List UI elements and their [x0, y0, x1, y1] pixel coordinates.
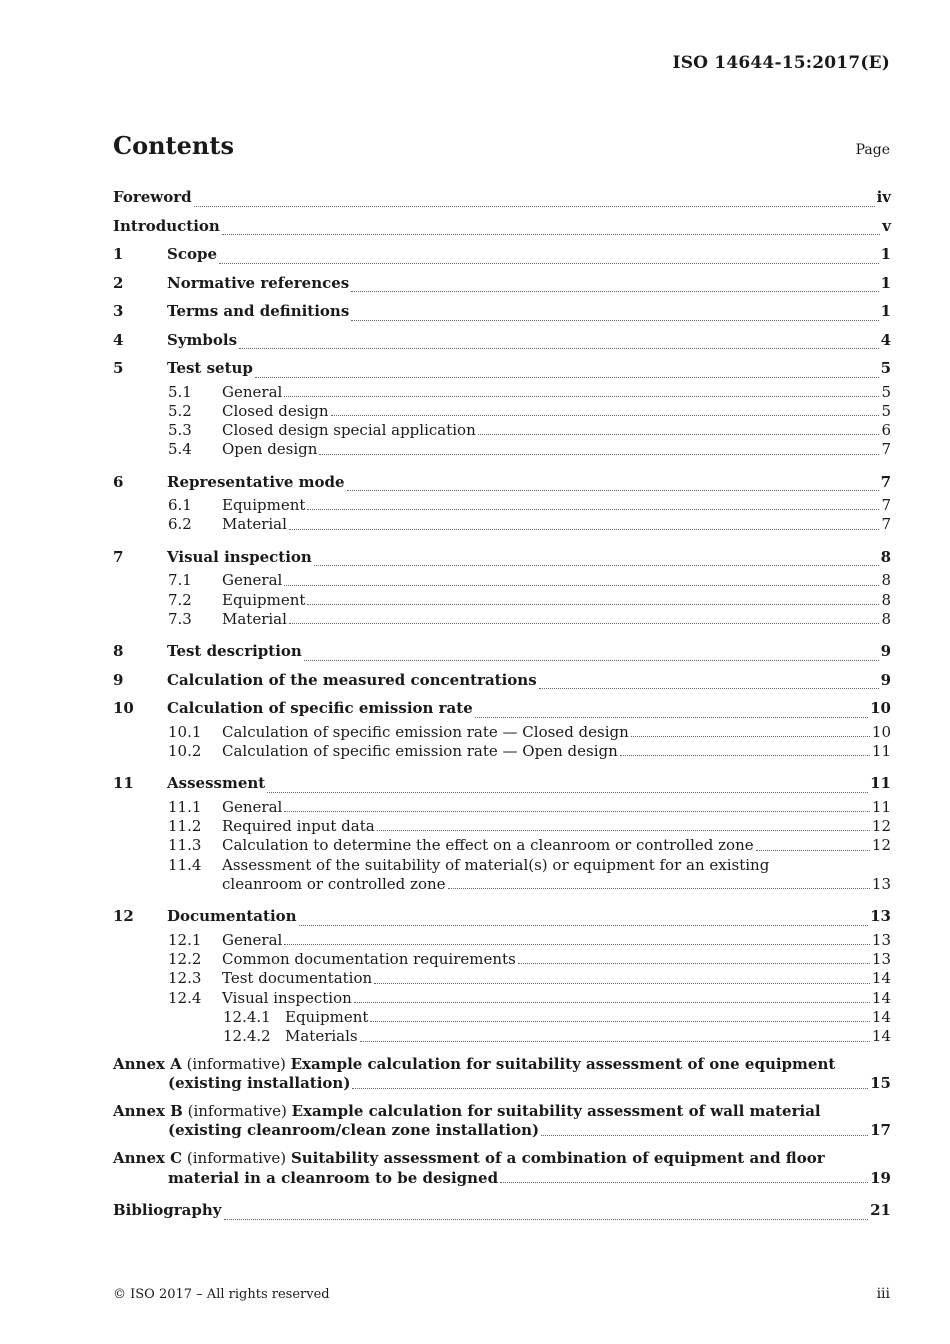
dot-leader — [304, 659, 879, 661]
dot-leader — [756, 849, 870, 851]
toc-entry-page: 15 — [870, 1074, 891, 1093]
toc-entry-page: 13 — [871, 930, 891, 949]
toc-sections — [113, 240, 891, 1047]
document-identifier: ISO 14644-15:2017(E) — [672, 53, 890, 73]
toc-subsection-number: 11.4 — [168, 855, 202, 874]
toc-entry-leader — [222, 836, 891, 855]
dot-leader — [284, 943, 870, 945]
toc-entry-leader — [285, 1027, 891, 1046]
dot-leader — [620, 754, 870, 756]
toc-entry-title: Foreword — [113, 188, 192, 206]
dot-leader — [289, 622, 880, 624]
toc-entry-leader — [167, 354, 891, 383]
toc-entry-title: Calculation of the measured concentrations — [167, 670, 537, 689]
toc-entry-leader — [167, 240, 891, 269]
toc-subsection-number: 5.2 — [168, 401, 192, 420]
toc-entry-leader — [222, 383, 891, 402]
annex-title-line — [113, 1149, 891, 1169]
dot-leader — [239, 347, 879, 349]
toc-entry-leader — [222, 969, 891, 988]
toc-subsection-number: 5.4 — [168, 440, 192, 459]
toc-subsection-number: 12.1 — [168, 930, 202, 949]
toc-subsection-number: 12.2 — [168, 950, 202, 969]
toc-entry-title: Material — [222, 609, 287, 628]
toc-entry-page: 13 — [870, 907, 891, 926]
toc-subsubsection-number: 12.4.2 — [223, 1027, 271, 1046]
toc-entry-page: 7 — [880, 472, 891, 491]
toc-section-number: 4 — [113, 330, 124, 349]
toc-entry-title: Assessment — [167, 774, 266, 793]
toc-entry-introduction[interactable] — [113, 212, 891, 241]
toc-subsection-number: 11.3 — [168, 836, 202, 855]
toc-entry-page: v — [882, 216, 891, 235]
toc-entry-page: 1 — [880, 245, 891, 263]
toc-section-entry[interactable] — [113, 354, 891, 383]
toc-entry-page: 4 — [880, 330, 891, 349]
toc-section-entry[interactable] — [113, 297, 891, 326]
toc-subsection-entry[interactable] — [113, 723, 891, 742]
annex-title-continuation — [113, 1121, 891, 1141]
toc-entry-title: Equipment — [222, 590, 306, 609]
dot-leader — [351, 319, 878, 321]
dot-leader — [500, 1182, 868, 1183]
toc-subsection-number: 7.3 — [168, 609, 192, 628]
toc-entry-leader — [222, 440, 891, 459]
toc-entry-page: 8 — [881, 609, 891, 628]
toc-section-number: 6 — [113, 472, 124, 491]
toc-entry-title: cleanroom or controlled zone — [222, 874, 446, 893]
toc-entry-page: 5 — [881, 382, 891, 401]
toc-entry-title: Calculation of specific emission rate — Open design — [222, 741, 618, 760]
toc-section-entry[interactable] — [113, 902, 891, 931]
toc-section-entry[interactable] — [113, 269, 891, 298]
toc-entry-page: 7 — [881, 515, 891, 534]
toc-subsection-entry[interactable] — [113, 610, 891, 629]
annex-title-line — [113, 1102, 891, 1122]
toc-entry-title: Assessment of the suitability of material(s) or equipment for an existing — [222, 855, 770, 874]
toc-entry-title: Representative mode — [167, 472, 345, 491]
dot-leader — [518, 962, 870, 964]
toc-entry-page: 14 — [871, 1027, 891, 1046]
toc-subsection-number: 12.4 — [168, 988, 202, 1007]
toc-section-number: 5 — [113, 359, 124, 377]
toc-entry-leader — [167, 269, 891, 298]
toc-entry-leader — [222, 798, 891, 817]
toc-entry-page: 14 — [871, 1007, 891, 1026]
dot-leader — [354, 1001, 870, 1003]
toc-entry-page: 8 — [880, 547, 891, 566]
toc-entry-page: 13 — [871, 950, 891, 969]
dot-leader — [360, 1040, 870, 1042]
dot-leader — [475, 716, 868, 718]
toc-entry-page: 13 — [871, 874, 891, 893]
toc-subsection-number: 6.1 — [168, 496, 192, 515]
toc-entry-title: Symbols — [167, 330, 238, 349]
toc-entry-leader — [167, 468, 891, 497]
toc-entry-title: Calculation to determine the effect on a cleanroom or controlled zone — [222, 836, 754, 855]
page-column-label: Page — [855, 142, 890, 158]
toc-entry-page: 19 — [870, 1168, 891, 1187]
toc-section-entry[interactable] — [113, 637, 891, 666]
toc-entry-title: Documentation — [167, 907, 297, 926]
toc-entry-leader — [167, 637, 891, 666]
toc-section-number: 7 — [113, 547, 124, 566]
toc-section-number: 1 — [113, 245, 124, 263]
toc-entry-page: 17 — [870, 1121, 891, 1140]
toc-entry-page: 7 — [881, 496, 891, 515]
toc-entry-leader — [222, 723, 891, 742]
toc-entry-page: 11 — [870, 774, 891, 793]
dot-leader — [267, 791, 868, 793]
toc-subsection-number: 11.1 — [168, 797, 202, 816]
toc-subsection-entry[interactable] — [113, 969, 891, 988]
toc-entry-page: iv — [876, 188, 891, 206]
dot-leader — [319, 453, 879, 455]
annex-label: Annex C — [113, 1148, 183, 1167]
toc-subsection-entry[interactable] — [113, 383, 891, 402]
annex-title: Example calculation for suitability assessment of wall material — [291, 1101, 821, 1120]
toc-entry-title: Open design — [222, 440, 318, 459]
toc-entry-leader — [222, 402, 891, 421]
dot-leader — [314, 564, 879, 566]
toc-section-number: 11 — [113, 774, 134, 793]
dot-leader — [351, 290, 878, 292]
toc-entry-bibliography[interactable] — [113, 1196, 891, 1225]
dot-leader — [289, 528, 880, 530]
toc-entry-title: Test documentation — [222, 969, 373, 988]
dot-leader — [222, 233, 880, 235]
dot-leader — [347, 489, 879, 491]
toc-subsection-number: 11.2 — [168, 817, 202, 836]
toc-entry-leader — [222, 817, 891, 836]
toc-subsection-continuation[interactable] — [113, 875, 891, 894]
toc-entry-title: Materials — [285, 1027, 358, 1046]
toc-entry-leader — [222, 591, 891, 610]
dot-leader — [284, 584, 879, 586]
toc-entry-leader — [222, 931, 891, 950]
dot-leader — [224, 1218, 869, 1220]
toc-subsection-entry[interactable] — [113, 856, 891, 875]
annex-title-cont: material in a cleanroom to be designed — [168, 1168, 499, 1187]
toc-entry-title: Closed design special application — [222, 421, 476, 440]
dot-leader — [284, 395, 879, 397]
toc-entry-leader — [222, 515, 891, 534]
toc-entry-leader — [167, 694, 891, 723]
toc-entry-leader — [222, 571, 891, 590]
dot-leader — [448, 887, 870, 889]
dot-leader — [541, 1135, 868, 1136]
toc-entry-page: 7 — [881, 440, 891, 459]
toc-subsection-entry[interactable] — [113, 515, 891, 534]
toc-section-entry[interactable] — [113, 326, 891, 355]
page-title: Contents — [113, 131, 234, 160]
toc-annexes — [113, 1055, 891, 1189]
toc-subsubsection-entry[interactable] — [113, 1008, 891, 1027]
toc-entry-title: General — [222, 382, 283, 401]
toc-section-entry[interactable] — [113, 769, 891, 798]
annex-label: Annex B — [113, 1101, 183, 1120]
toc-section-number: 2 — [113, 273, 124, 292]
toc-section-number: 12 — [113, 907, 134, 926]
dot-leader — [331, 414, 880, 416]
annex-kind: (informative) — [187, 1101, 287, 1120]
dot-leader — [478, 433, 880, 435]
toc-entry-leader — [167, 543, 891, 572]
toc-subsection-entry[interactable] — [113, 496, 891, 515]
toc-entry-title: Test setup — [167, 359, 253, 377]
toc-entry-title: General — [222, 571, 283, 590]
toc-section-entry[interactable] — [113, 543, 891, 572]
toc-entry-leader — [222, 496, 891, 515]
toc-entry-foreword[interactable] — [113, 183, 891, 212]
toc-entry-page: 14 — [871, 969, 891, 988]
toc-entry-title: Equipment — [285, 1007, 369, 1026]
toc-entry-page: 1 — [880, 302, 891, 320]
dot-leader — [631, 735, 870, 737]
dot-leader — [370, 1020, 870, 1022]
toc-entry-leader — [222, 421, 891, 440]
toc-entry-title: Visual inspection — [222, 988, 352, 1007]
dot-leader — [539, 687, 879, 689]
toc-section-number: 9 — [113, 670, 124, 689]
toc-entry-title: Visual inspection — [167, 547, 312, 566]
table-of-contents — [113, 183, 891, 1225]
toc-entry-page: 11 — [871, 797, 891, 816]
annex-kind: (informative) — [186, 1054, 286, 1073]
toc-annex-entry[interactable] — [113, 1102, 891, 1141]
toc-entry-title: Terms and definitions — [167, 302, 350, 320]
toc-annex-entry[interactable] — [113, 1055, 891, 1094]
toc-subsection-number: 10.1 — [168, 722, 202, 741]
footer-copyright: © ISO 2017 – All rights reserved — [113, 1287, 330, 1302]
toc-entry-leader — [167, 902, 891, 931]
toc-entry-page: 12 — [871, 836, 891, 855]
annex-title-line — [113, 1055, 891, 1075]
annex-title-cont: (existing cleanroom/clean zone installation) — [168, 1121, 540, 1140]
toc-subsection-entry[interactable] — [113, 440, 891, 459]
dot-leader — [255, 376, 879, 378]
toc-section-number: 8 — [113, 642, 124, 661]
toc-entry-title: Bibliography — [113, 1201, 222, 1220]
toc-entry-leader — [167, 326, 891, 355]
toc-entry-title: General — [222, 797, 283, 816]
toc-subsection-number: 10.2 — [168, 741, 202, 760]
toc-section-number: 3 — [113, 302, 124, 320]
toc-subsection-number: 12.3 — [168, 969, 202, 988]
toc-entry-page: 5 — [881, 401, 891, 420]
annex-title-continuation — [113, 1074, 891, 1094]
toc-subsection-entry[interactable] — [113, 931, 891, 950]
toc-subsection-entry[interactable] — [113, 950, 891, 969]
toc-subsection-entry[interactable] — [113, 836, 891, 855]
toc-subsection-number: 5.3 — [168, 421, 192, 440]
toc-subsection-number: 6.2 — [168, 515, 192, 534]
dot-leader — [307, 603, 879, 605]
toc-subsection-number: 7.2 — [168, 590, 192, 609]
toc-entry-title: Introduction — [113, 216, 220, 235]
annex-kind: (informative) — [186, 1148, 287, 1167]
dot-leader — [352, 1088, 868, 1089]
toc-entry-page: 8 — [881, 590, 891, 609]
toc-subsection-entry[interactable] — [113, 742, 891, 761]
toc-entry-page: 1 — [880, 273, 891, 292]
toc-subsection-entry[interactable] — [113, 402, 891, 421]
toc-entry-leader — [167, 297, 891, 326]
toc-subsection-entry[interactable] — [113, 591, 891, 610]
annex-title-continuation — [113, 1169, 891, 1189]
toc-entry-page: 10 — [870, 699, 891, 718]
annex-title-cont: (existing installation) — [168, 1074, 351, 1093]
toc-entry-title: Normative references — [167, 273, 350, 292]
toc-entry-page: 6 — [881, 421, 891, 440]
dot-leader — [219, 262, 879, 264]
toc-entry-title: Scope — [167, 245, 218, 263]
toc-entry-page: 9 — [880, 642, 891, 661]
dot-leader — [377, 829, 870, 831]
toc-entry-title: Material — [222, 515, 287, 534]
toc-entry-title: Closed design — [222, 401, 329, 420]
toc-entry-title: Calculation of specific emission rate — Closed design — [222, 722, 629, 741]
toc-entry-leader — [222, 875, 891, 894]
toc-subsection-number: 7.1 — [168, 571, 192, 590]
toc-entry-leader — [285, 1008, 891, 1027]
toc-subsection-entry[interactable] — [113, 798, 891, 817]
toc-entry-leader — [167, 666, 891, 695]
toc-section-entry[interactable] — [113, 240, 891, 269]
toc-entry-title: Calculation of specific emission rate — [167, 699, 473, 718]
toc-subsection-entry[interactable] — [113, 989, 891, 1008]
toc-subsection-entry[interactable] — [113, 421, 891, 440]
toc-subsection-number: 5.1 — [168, 382, 192, 401]
toc-subsection-entry[interactable] — [113, 817, 891, 836]
dot-leader — [374, 982, 870, 984]
toc-entry-page: 5 — [880, 359, 891, 377]
toc-entry-page: 14 — [871, 988, 891, 1007]
footer-page-number: iii — [876, 1286, 890, 1302]
toc-entry-leader — [167, 769, 891, 798]
dot-leader — [307, 508, 879, 510]
toc-entry-page: 10 — [871, 722, 891, 741]
toc-entry-title: Test description — [167, 642, 302, 661]
toc-entry-leader — [222, 950, 891, 969]
dot-leader — [194, 205, 875, 207]
toc-section-number: 10 — [113, 699, 134, 718]
toc-subsubsection-number: 12.4.1 — [223, 1007, 271, 1026]
toc-entry-page: 12 — [871, 817, 891, 836]
toc-entry-title: General — [222, 930, 283, 949]
toc-entry-title: Required input data — [222, 817, 375, 836]
toc-entry-leader — [222, 989, 891, 1008]
toc-entry-page: 11 — [871, 741, 891, 760]
toc-entry-leader — [222, 610, 891, 629]
annex-label: Annex A — [113, 1054, 182, 1073]
toc-section-entry[interactable] — [113, 666, 891, 695]
toc-section-entry[interactable] — [113, 694, 891, 723]
annex-title: Example calculation for suitability assessment of one equipment — [290, 1054, 836, 1073]
toc-entry-title: Common documentation requirements — [222, 950, 516, 969]
toc-entry-page: 9 — [880, 670, 891, 689]
dot-leader — [299, 924, 869, 926]
toc-entry-page: 21 — [870, 1201, 891, 1220]
dot-leader — [284, 810, 870, 812]
toc-annex-entry[interactable] — [113, 1149, 891, 1188]
annex-title: Suitability assessment of a combination of equipment and floor — [290, 1148, 825, 1167]
toc-subsubsection-entry[interactable] — [113, 1027, 891, 1046]
toc-entry-title: Equipment — [222, 496, 306, 515]
toc-entry-page: 8 — [881, 571, 891, 590]
toc-entry-leader — [222, 742, 891, 761]
toc-section-entry[interactable] — [113, 468, 891, 497]
toc-subsection-entry[interactable] — [113, 571, 891, 590]
